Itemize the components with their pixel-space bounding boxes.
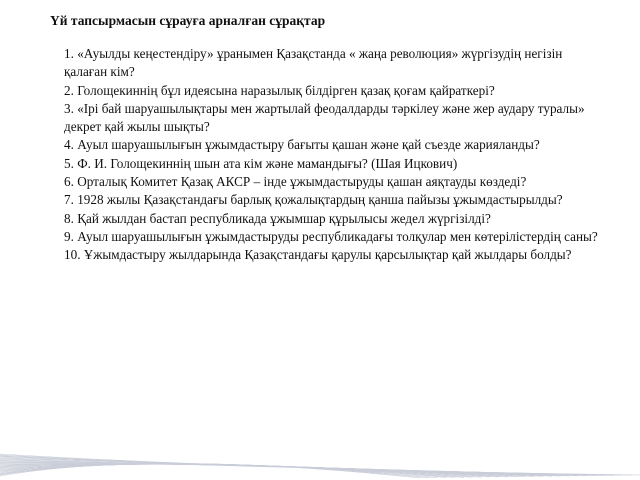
question-item: 8. Қай жылдан бастап республикада ұжымшар құрылысы жедел жүргізілді? [64,210,491,226]
question-item: 1. «Ауылды кеңестендіру» ұранымен Қазақстанда « жаңа революция» жүргізудің негізін қалаған кім? [64,46,563,80]
slide-title: Үй тапсырмасын сұрауға арналған сұрақтар [50,13,326,28]
question-item: 5. Ф. И. Голощекиннің шын ата кім және мамандығы? (Шая Ицкович) [64,155,458,171]
question-item: 3. «Ірі бай шаруашылықтары мен жартылай феодалдарды тәркілеу және жер аудару туралы» декрет қай жылы шықты? [64,100,585,135]
question-item: 6. Орталық Комитет Қазақ АКСР – інде ұжымдастыруды қашан аяқтауды көздеді? [64,174,527,190]
question-item: 7. 1928 жылы Қазақстандағы барлық қожалықтардың қанша пайызы ұжымдастырылды? [64,192,563,208]
question-item: 10. Ұжымдастыру жылдарында Қазақстандағы қарулы қарсылықтар қай жылдары болды? [64,247,572,263]
question-item: 2. Голощекиннің бұл идеясына наразылық білдірген қазақ қоғам қайраткері? [64,82,495,98]
decorative-line-pattern [0,380,640,480]
question-list [64,45,604,265]
question-item: 9. Ауыл шаруашылығын ұжымдастыруды республикадағы толқулар мен көтерілістердің саны? [64,228,598,244]
question-item: 4. Ауыл шаруашылығын ұжымдастыру бағыты қашан және қай съезде жарияланды? [64,137,540,153]
